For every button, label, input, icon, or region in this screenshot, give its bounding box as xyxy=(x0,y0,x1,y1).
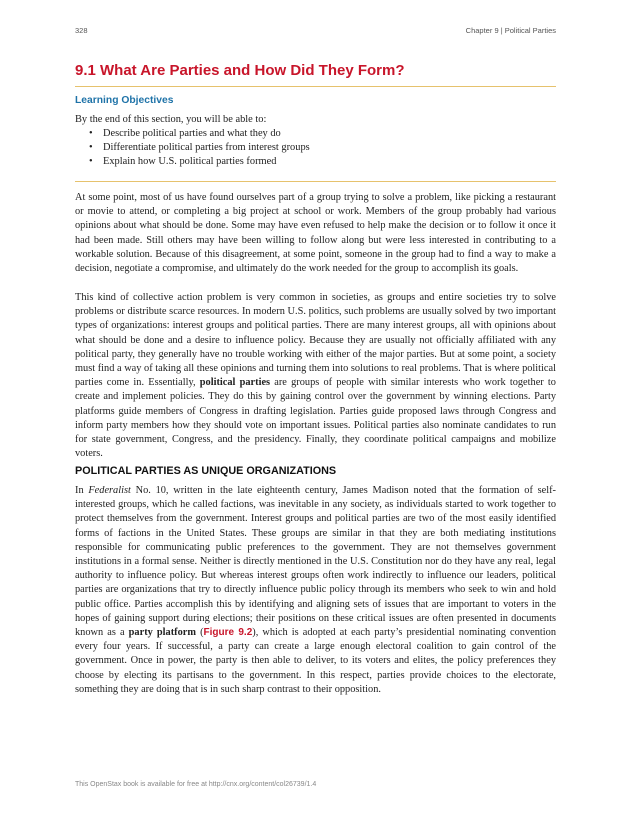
paragraph-text: No. 10, written in the late eighteenth century, James Madison noted that the formation of self-interested groups, which he called factions, was inevitable in any society, as individuals started to work together to protect themselves from the government. Interest groups and political parties are two of the most easily identified forms of factions in the United States. These groups are similar in that they are both mediating institutions responsible for communicating public preferences to the government. They are not themselves government institutions in a formal sense. Neither is directly mentioned in the U.S. Constitution nor do they have any real, legal authority to influence policy. But whereas interest groups often work indirectly to influence our leaders, political parties are organizations that try to directly influence public policy through its members who seek to win and hold public office. Parties accomplish this by identifying and aligning sets of issues that are important to voters in the hopes of gaining support during elections; their positions on these critical issues are often presented in documents known as a xyxy=(75,485,557,639)
objectives-divider xyxy=(75,181,556,182)
title-divider xyxy=(75,86,556,87)
paragraph-text: In xyxy=(75,485,89,496)
paragraph-text: This kind of collective action problem is very common in societies, as groups and entire societies try to solve problems or distribute scarce resources. In modern U.S. politics, such problems are usually solved by two important types of organizations: interest groups and political parties. There are many interest groups, all with opinions about what should be done and a desire to influence policy. Because they are usually not officially affiliated with any political party, they generally have no trouble working with either of the major parties. But at some point, a society must find a way of taking all these opinions and turning them into solutions to real problems. That is where political parties come in. Essentially, xyxy=(75,292,556,389)
objective-text: Explain how U.S. political parties formed xyxy=(103,156,277,168)
section-title: 9.1 What Are Parties and How Did They Form? xyxy=(75,62,405,79)
list-item xyxy=(75,127,310,141)
figure-reference-link[interactable]: Figure 9.2 xyxy=(203,627,253,639)
page-number: 328 xyxy=(75,26,88,35)
learning-objectives-heading: Learning Objectives xyxy=(75,95,174,106)
italic-title-federalist: Federalist xyxy=(88,485,131,496)
learning-objectives-intro: By the end of this section, you will be able to: xyxy=(75,114,267,125)
bullet-icon: • xyxy=(89,142,93,154)
bullet-icon: • xyxy=(89,156,93,168)
key-term-political-parties: political parties xyxy=(199,377,271,389)
body-paragraph-1: At some point, most of us have found ourselves part of a group trying to solve a problem, like picking a restaurant or movie to attend, or completing a big project at school or work. Members of the group probably had various opinions about what should be done. Some may have even refused to help make the decision or to follow it once it had been made. Still others may have been willing to follow along but were less interested in contributing to a workable solution. Because of this disagreement, at some point, someone in the group had to find a way to make a decision, negotiate a compromise, and ultimately do the work needed for the group to accomplish its goals. xyxy=(75,192,556,275)
chapter-header: Chapter 9 | Political Parties xyxy=(465,26,556,35)
objective-text: Describe political parties and what they do xyxy=(103,128,281,139)
list-item xyxy=(75,155,310,169)
paragraph-text: ( xyxy=(195,627,204,639)
page-footer: This OpenStax book is available for free at http://cnx.org/content/col26739/1.4 xyxy=(75,781,317,788)
list-item xyxy=(75,141,310,155)
key-term-party-platform: party platform xyxy=(128,627,196,639)
objective-text: Differentiate political parties from interest groups xyxy=(103,142,310,154)
learning-objectives-list xyxy=(75,127,310,170)
body-paragraph-3 xyxy=(75,484,556,697)
body-paragraph-2 xyxy=(75,291,556,461)
bullet-icon: • xyxy=(89,128,93,139)
paragraph-text: ), which is adopted at each party’s presidential nominating convention every four years. If successful, a party can create a large enough electoral coalition to gain control of the government. Once in power, the party is then able to deliver, to its voters and elites, the policy preferences they choose by electing its partisans to the government. In this respect, parties provide choices to the electorate, something they are doing that is in such sharp contrast to their opposition. xyxy=(75,627,556,695)
paragraph-text: are groups of people with similar interests who work together to create and implement policies. They do this by gaining control over the government by winning elections. Party platforms guide members of Congress in drafting legislation. Parties guide proposed laws through Congress and inform party members how they should vote on important issues. Political parties also nominate candidates to run for state government, Congress, and the presidency. Finally, they coordinate political campaigns and mobilize voters. xyxy=(75,377,556,460)
subsection-heading: POLITICAL PARTIES AS UNIQUE ORGANIZATIONS xyxy=(75,465,337,477)
